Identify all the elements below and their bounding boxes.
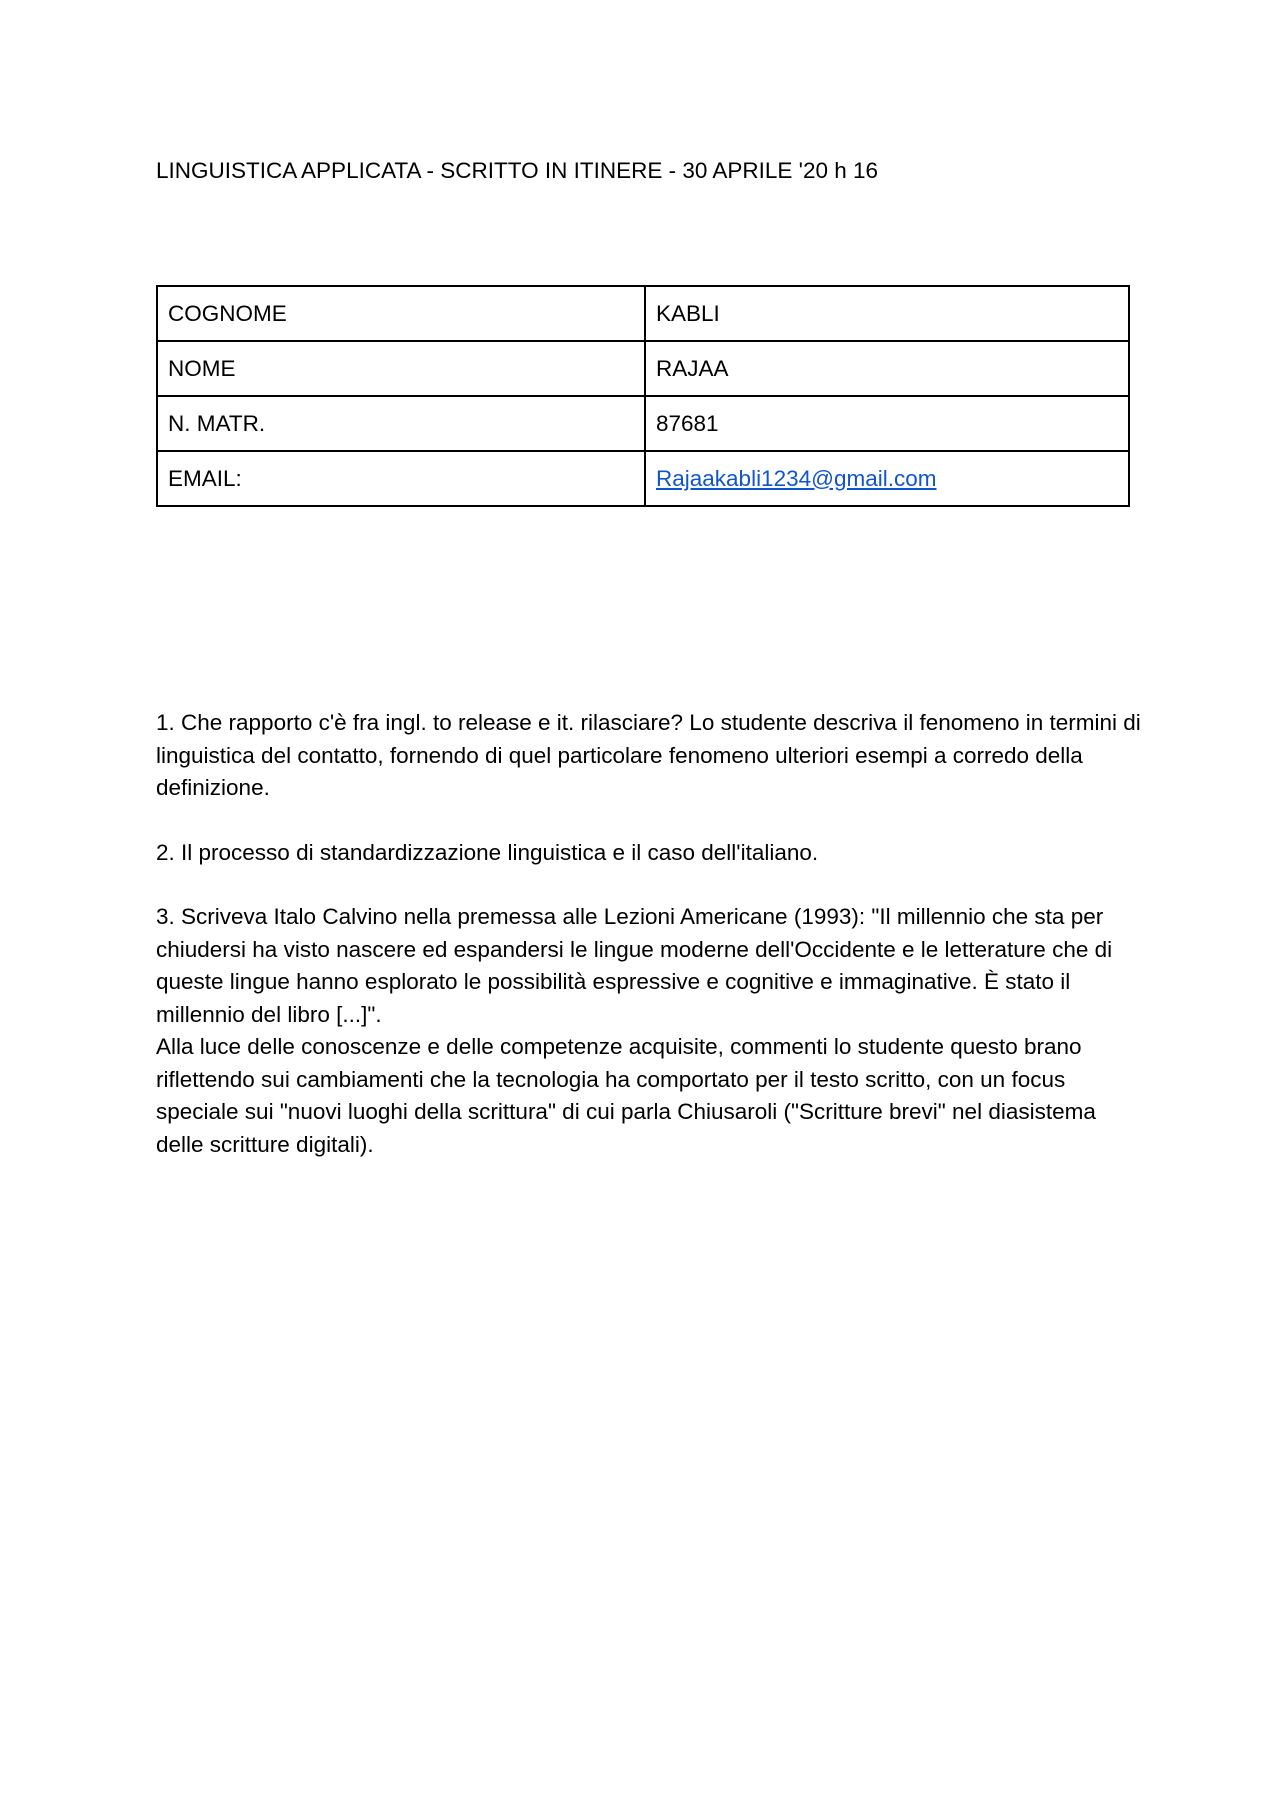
matricola-value: 87681 [645,396,1129,451]
page-title: LINGUISTICA APPLICATA - SCRITTO IN ITINERE - 30 APRILE '20 h 16 [156,158,879,183]
question-2: 2. Il processo di standardizzazione linguistica e il caso dell'italiano. [156,839,819,865]
table-row [157,451,1129,506]
question-3-quote: 3. Scriveva Italo Calvino nella premessa alle Lezioni Americane (1993): "Il millennio che sta per chiudersi ha visto nascere ed espandersi le lingue moderne dell'Occidente e le letterature che di queste lingue hanno esplorato le possibilità espressive e cognitive e immaginative. È stato il millennio del libro [...]". [156,904,1113,1027]
nome-label: NOME [157,341,645,396]
questions-section [156,707,1146,1161]
matricola-label: N. MATR. [157,396,645,451]
nome-value: RAJAA [645,341,1129,396]
cognome-value: KABLI [645,286,1129,341]
email-link[interactable]: Rajaakabli1234@gmail.com [656,465,937,491]
email-label: EMAIL: [157,451,645,506]
table-row [157,286,1129,341]
question-1: 1. Che rapporto c'è fra ingl. to release e it. rilasciare? Lo studente descriva il fenomeno in termini di linguistica del contatto, fornendo di quel particolare fenomeno ulteriori esempi a corredo della definizione. [156,710,1141,800]
table-row [157,341,1129,396]
table-row [157,396,1129,451]
question-3-task: Alla luce delle conoscenze e delle competenze acquisite, commenti lo studente questo brano riflettendo sui cambiamenti che la tecnologia ha comportato per il testo scritto, con un focus speciale sui "nuovi luoghi della scrittura" di cui parla Chiusaroli ("Scritture brevi" nel diasistema delle scritture digitali). [156,1034,1096,1157]
student-info-table [156,285,1130,507]
email-value-cell [645,451,1129,506]
cognome-label: COGNOME [157,286,645,341]
